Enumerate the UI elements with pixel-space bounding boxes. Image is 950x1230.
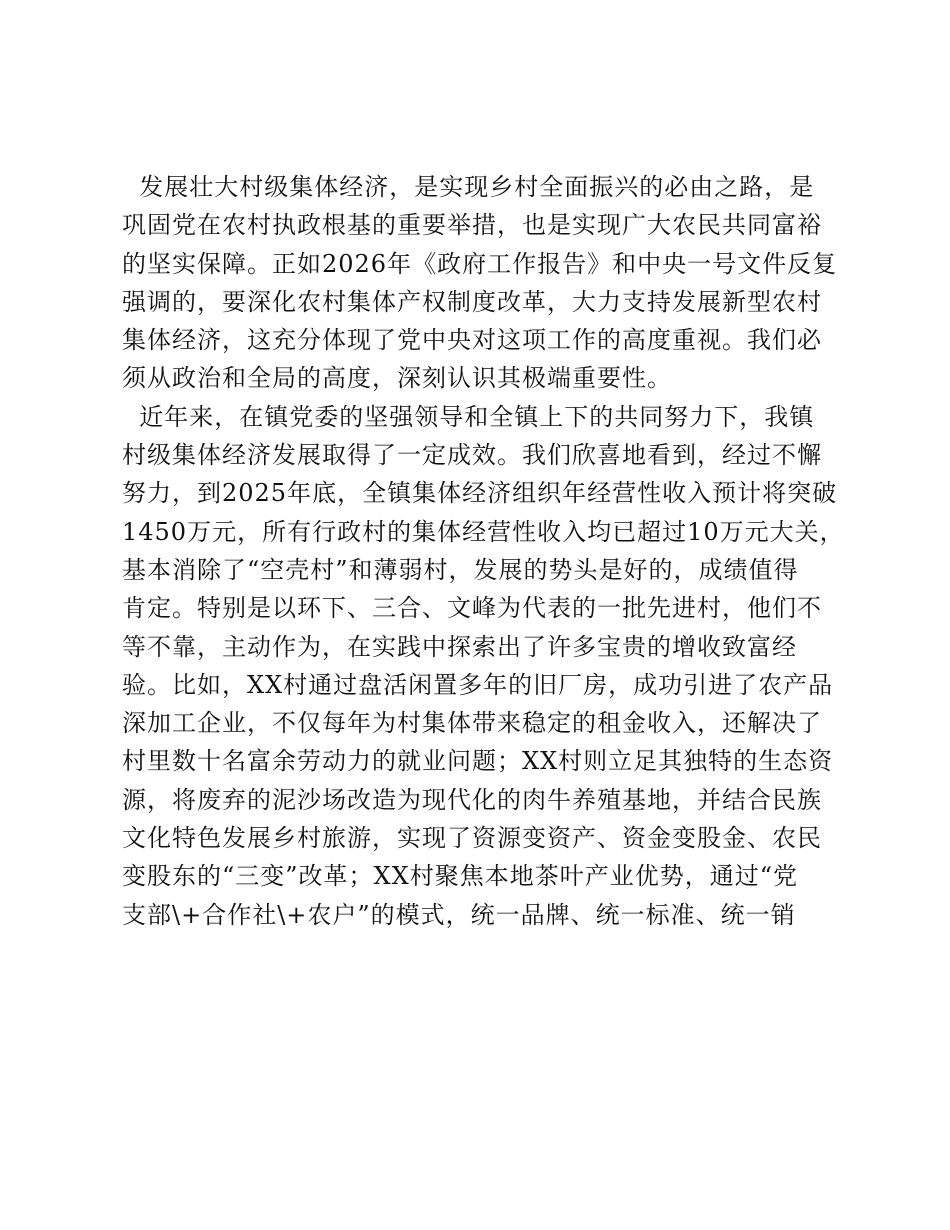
- text-line: 深加工企业，不仅每年为村集体带来稳定的租金收入，还解决了: [122, 709, 822, 738]
- text-line: 努力，到2025年底，全镇集体经济组织年经营性收入预计将突破: [122, 479, 838, 508]
- text-line: 村里数十名富余劳动力的就业问题；XX村则立足其独特的生态资: [122, 747, 834, 776]
- text-line: 强调的，要深化农村集体产权制度改革，大力支持发展新型农村: [122, 287, 822, 316]
- body-text: [122, 168, 845, 934]
- text-line: 集体经济，这充分体现了党中央对这项工作的高度重视。我们必: [122, 326, 822, 355]
- text-line: 巩固党在农村执政根基的重要举措，也是实现广大农民共同富裕: [122, 211, 822, 240]
- text-line: 的坚实保障。正如2026年《政府工作报告》和中央一号文件反复: [122, 249, 838, 278]
- text-line: 支部\+合作社\+农户”的模式，统一品牌、统一标准、统一销: [122, 900, 796, 929]
- text-line: 基本消除了“空壳村”和薄弱村，发展的势头是好的，成绩值得: [122, 555, 799, 584]
- text-line: 近年来，在镇党委的坚强领导和全镇上下的共同努力下，我镇: [122, 402, 815, 431]
- text-line: 发展壮大村级集体经济，是实现乡村全面振兴的必由之路，是: [122, 173, 815, 201]
- text-line: 变股东的“三变”改革；XX村聚焦本地茶叶产业优势，通过“党: [122, 862, 798, 891]
- text-line: 等不靠，主动作为，在实践中探索出了许多宝贵的增收致富经: [122, 632, 797, 661]
- text-line: 源，将废弃的泥沙场改造为现代化的肉牛养殖基地，并结合民族: [122, 785, 822, 814]
- text-line: 须从政治和全局的高度，深刻认识其极端重要性。: [122, 364, 672, 393]
- text-line: 村级集体经济发展取得了一定成效。我们欣喜地看到，经过不懈: [122, 441, 822, 470]
- text-line: 文化特色发展乡村旅游，实现了资源变资产、资金变股金、农民: [122, 824, 822, 853]
- text-line: 肯定。特别是以环下、三合、文峰为代表的一批先进村，他们不: [122, 594, 822, 623]
- text-line: 1450万元，所有行政村的集体经营性收入均已超过10万元大关，: [122, 517, 845, 546]
- text-line: 验。比如，XX村通过盘活闲置多年的旧厂房，成功引进了农产品: [122, 670, 834, 699]
